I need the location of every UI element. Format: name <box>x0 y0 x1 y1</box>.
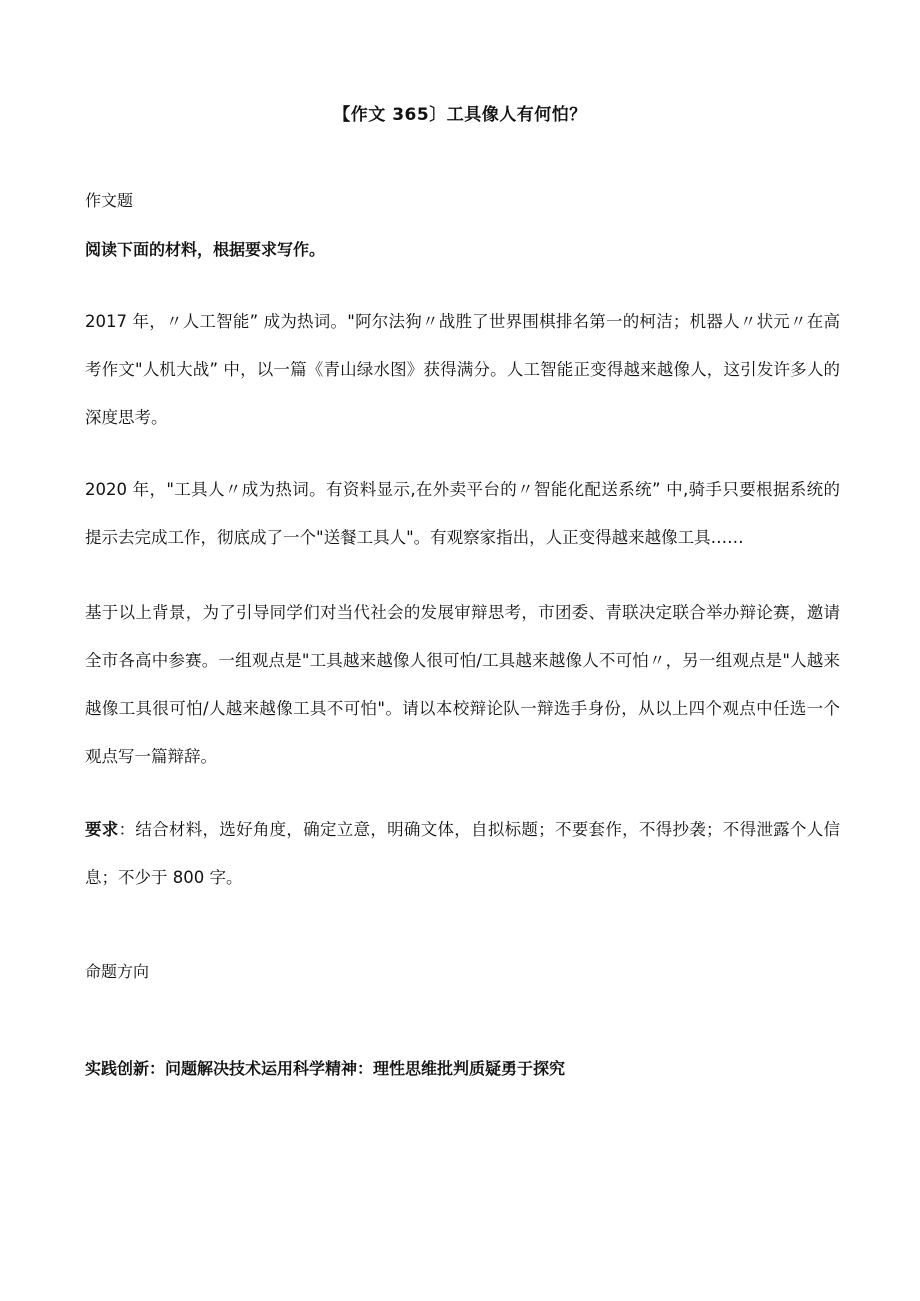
requirement-paragraph <box>85 806 840 902</box>
requirement-text: ：结合材料，选好角度，确定立意，明确文体，自拟标题；不要套作，不得抄袭；不得泄露个人信息；不少于 800 字。 <box>85 820 841 887</box>
material-paragraph-3: 基于以上背景，为了引导同学们对当代社会的发展审辩思考，市团委、青联决定联合举办辩论赛，邀请全市各高中参赛。一组观点是"工具越来越像人很可怕/工具越来越像人不可怕〃，另一组观点是"人越来越像工具很可怕/人越来越像工具不可怕"。请以本校辩论队一辩选手身份，从以上四个观点中任选一个观点写一篇辩辞。 <box>85 603 840 766</box>
instruction-text: 阅读下面的材料，根据要求写作。 <box>85 240 326 259</box>
requirement-label: 要求 <box>85 820 119 839</box>
section-label: 作文题 <box>85 191 134 210</box>
direction-text: 实践创新：问题解决技术运用科学精神：理性思维批判质疑勇于探究 <box>85 1059 566 1078</box>
direction-label: 命题方向 <box>85 962 150 981</box>
material-paragraph-2: 2020 年，"工具人〃成为热词。有资料显示,在外卖平台的〃智能化配送系统” 中,骑手只要根据系统的提示去完成工作，彻底成了一个"送餐工具人"。有观察家指出，人正变得越来越像工具…… <box>85 480 840 547</box>
material-paragraph-1: 2017 年，〃人工智能” 成为热词。"阿尔法狗〃战胜了世界围棋排名第一的柯洁；机器人〃状元〃在高考作文"人机大战” 中，以一篇《青山绿水图》获得满分。人工智能正变得越来越像人，这引发许多人的深度思考。 <box>85 312 840 427</box>
page-title: 【作文 365〕工具像人有何怕？ <box>333 105 587 125</box>
